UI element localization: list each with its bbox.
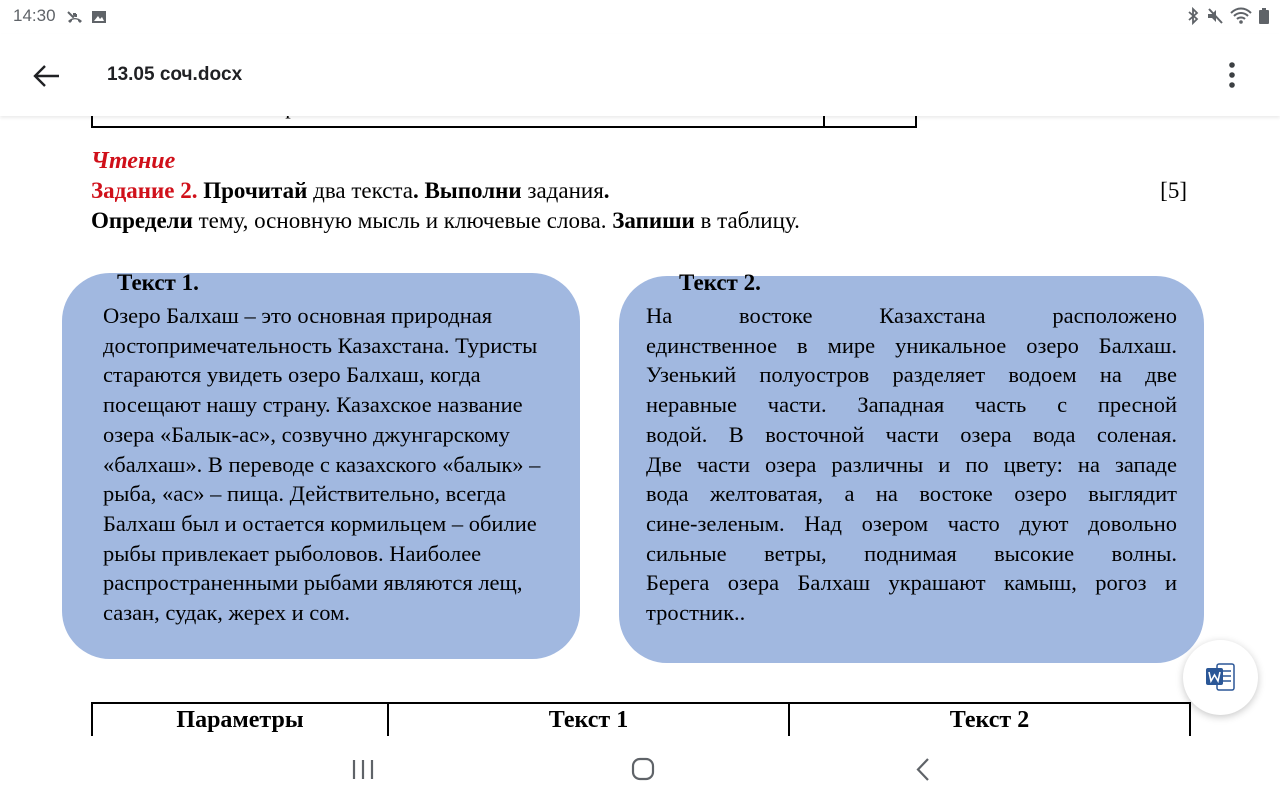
text1-line: посещают нашу страну. Казахское название <box>103 392 523 418</box>
battery-icon <box>1258 7 1270 29</box>
table-header-parameters: Параметры <box>93 704 389 736</box>
arrow-left-icon <box>30 59 64 93</box>
back-nav-icon <box>903 754 943 786</box>
instruction-text-1: тему, основную мысль и ключевые слова. <box>192 208 613 233</box>
text1-line: озера «Балык-ас», созвучно джунгарскому <box>103 421 510 447</box>
task-score: [5] <box>1160 178 1187 203</box>
task-label: Задание 2. <box>91 178 198 203</box>
instruction-text-2: в таблицу. <box>694 208 800 233</box>
text1-line: рыба, «ас» – пища. Действительно, всегда <box>103 481 506 507</box>
table-header-text1: Текст 1 <box>389 704 790 736</box>
instruction-line <box>91 208 800 234</box>
app-bar <box>0 34 1280 116</box>
text1-line: «балхаш». В переводе с казахского «балык» – <box>103 451 541 477</box>
image-icon <box>90 8 108 30</box>
instruction-verb-define: Определи <box>91 208 193 233</box>
back-button[interactable] <box>30 59 64 93</box>
task-verb-do: . Выполни <box>412 178 522 203</box>
parameters-table <box>91 702 1191 736</box>
text2-heading: Текст 2. <box>679 270 761 295</box>
home-icon <box>623 754 663 786</box>
task-text-2: задания <box>521 178 604 203</box>
text2-line: неравные части. Западная часть с пресной <box>646 392 1177 418</box>
mute-icon <box>1206 7 1224 29</box>
task-period: . <box>603 178 610 203</box>
status-left-icons <box>66 8 108 30</box>
instruction-verb-write: Запиши <box>612 208 695 233</box>
status-time: 14:30 <box>13 6 56 25</box>
text1-line: Балхаш был и остается кормильцем – обилие <box>103 510 537 536</box>
text2-line: водой. В восточной части озера вода соленая. <box>646 421 1177 447</box>
text2-line: сильные ветры, поднимая высокие волны. <box>646 540 1177 566</box>
back-nav-button[interactable] <box>903 754 943 786</box>
text1-line: сазан, судак, жерех и сом. <box>103 600 350 626</box>
missed-call-icon <box>66 8 84 30</box>
document-viewer[interactable] <box>0 116 1280 740</box>
more-vert-icon <box>1218 59 1246 93</box>
navigation-bar <box>0 740 1280 800</box>
text2-line: Берега озера Балхаш украшают камыш, рогоз и <box>646 570 1177 596</box>
recents-button[interactable] <box>343 754 383 786</box>
text2-line: единственное в мире уникальное озеро Балхаш. <box>646 332 1177 358</box>
text1-line: достопримечательность Казахстана. Туристы <box>103 332 538 358</box>
document-title: 13.05 соч.docx <box>107 64 243 85</box>
text1-line: распространенными рыбами являются лещ, <box>103 570 523 596</box>
more-options-button[interactable] <box>1218 59 1246 93</box>
word-app-icon <box>1183 640 1258 715</box>
text1-line: Озеро Балхаш – это основная природная <box>103 303 493 328</box>
task-verb-read: Прочитай <box>203 178 308 203</box>
status-bar <box>0 0 1280 34</box>
text2-line: вода желтоватая, а на востоке озеро выглядит <box>646 481 1177 507</box>
text2-line: сине-зеленым. Над озером часто дуют довольно <box>646 510 1177 536</box>
text2-line: тростник.. <box>646 600 746 626</box>
task-text-1: два текста <box>307 178 413 203</box>
text1-body <box>103 301 623 628</box>
home-button[interactable] <box>623 754 663 786</box>
wifi-icon <box>1230 7 1252 29</box>
text2-line: Узенький полуостров разделяет водоем на две <box>646 362 1177 388</box>
recents-icon <box>343 754 383 786</box>
open-in-word-button[interactable] <box>1183 640 1258 715</box>
text2-line: На востоке Казахстана расположено <box>646 303 1177 328</box>
text1-heading: Текст 1. <box>117 270 199 295</box>
section-title: Чтение <box>91 148 176 174</box>
status-right-icons <box>1186 7 1270 29</box>
text1-line: стараются увидеть озеро Балхаш, когда <box>103 362 481 388</box>
task-line <box>91 178 610 204</box>
text1-line: рыбы привлекает рыболовов. Наиболее <box>103 540 482 566</box>
table-header-text2: Текст 2 <box>949 707 1030 733</box>
text2-line: Две части озера различны и по цвету: на западе <box>646 451 1177 477</box>
bluetooth-icon <box>1186 7 1200 29</box>
text2-body <box>646 301 1177 628</box>
